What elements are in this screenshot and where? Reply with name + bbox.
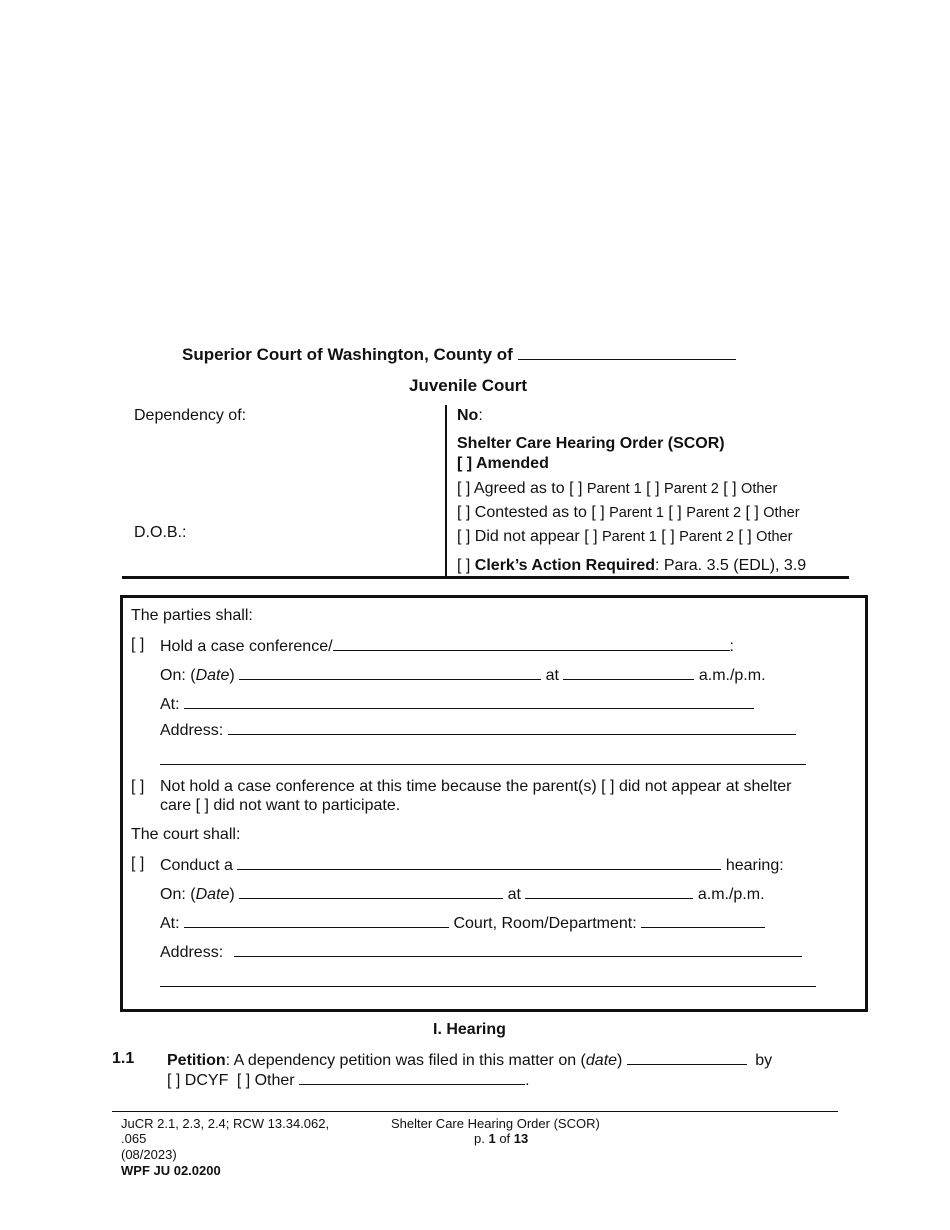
- para-number: 1.1: [112, 1050, 135, 1067]
- contested-checkbox[interactable]: [ ]: [457, 504, 471, 521]
- footer-page: p. 1 of 13: [474, 1131, 529, 1146]
- conf-location-field[interactable]: [184, 694, 754, 709]
- caption-rule: [122, 576, 849, 579]
- agreed-parent2-checkbox[interactable]: [ ]: [646, 480, 660, 497]
- conf-address-field-2[interactable]: [160, 750, 806, 765]
- case-number[interactable]: No:: [457, 407, 483, 424]
- agreed-row: [ ] Agreed as to [ ] Parent 1 [ ] Parent 2 [ ] Other: [457, 480, 778, 497]
- agreed-checkbox[interactable]: [ ]: [457, 480, 471, 497]
- section-heading: I. Hearing: [433, 1021, 506, 1038]
- form-title: Shelter Care Hearing Order (SCOR): [457, 435, 725, 452]
- petition-date-field[interactable]: [627, 1050, 747, 1065]
- parties-shall-label: The parties shall:: [131, 607, 253, 624]
- caption-divider: [445, 405, 447, 578]
- conf-location-row: At:: [160, 694, 754, 714]
- conduct-row: [131, 855, 144, 873]
- conf-time-field[interactable]: [563, 665, 694, 680]
- conf-address-field[interactable]: [228, 720, 796, 735]
- amended-checkbox[interactable]: [ ] Amended: [457, 455, 549, 472]
- hearing-location-row: At: Court, Room/Department:: [160, 913, 765, 933]
- hearing-room-field[interactable]: [641, 913, 765, 928]
- not-appear-checkbox[interactable]: [ ]: [601, 778, 615, 795]
- footer-form-id: WPF JU 02.0200: [121, 1163, 221, 1178]
- clerk-action-checkbox[interactable]: [ ]: [457, 557, 471, 574]
- did-not-appear-row: [ ] Did not appear [ ] Parent 1 [ ] Parent 2 [ ] Other: [457, 528, 793, 545]
- not-hold-text-2: care [ ] did not want to participate.: [160, 797, 401, 814]
- conduct-checkbox[interactable]: [ ]: [131, 855, 145, 872]
- conf-address-line2: [160, 750, 806, 770]
- other-petitioner-checkbox[interactable]: [ ]: [236, 1072, 251, 1089]
- agreed-parent1-checkbox[interactable]: [ ]: [569, 480, 583, 497]
- did-not-appear-checkbox[interactable]: [ ]: [457, 528, 471, 545]
- footer-rules-2: .065: [121, 1131, 147, 1146]
- dna-parent2-checkbox[interactable]: [ ]: [661, 528, 675, 545]
- footer-revision: (08/2023): [121, 1147, 177, 1162]
- other-petitioner-field[interactable]: [299, 1070, 525, 1085]
- footer-title: Shelter Care Hearing Order (SCOR): [391, 1116, 600, 1131]
- hearing-time-field[interactable]: [525, 884, 693, 899]
- hearing-address-field[interactable]: [234, 942, 802, 957]
- hearing-address-row: Address:: [160, 942, 802, 962]
- county-field[interactable]: [518, 345, 736, 360]
- dependency-label: Dependency of:: [134, 407, 247, 424]
- court-title: Superior Court of Washington, County of: [182, 345, 736, 365]
- not-hold-checkbox[interactable]: [ ]: [131, 778, 145, 795]
- contested-other-checkbox[interactable]: [ ]: [745, 504, 759, 521]
- hearing-type-field[interactable]: [237, 855, 721, 870]
- footer-rule: [112, 1111, 838, 1112]
- dna-other-checkbox[interactable]: [ ]: [738, 528, 752, 545]
- dcyf-checkbox[interactable]: [ ]: [167, 1072, 181, 1089]
- court-division: Juvenile Court: [409, 376, 528, 395]
- dna-parent1-checkbox[interactable]: [ ]: [584, 528, 598, 545]
- dob-label: D.O.B.:: [134, 524, 187, 541]
- hold-conference-checkbox[interactable]: [ ]: [131, 636, 145, 653]
- court-shall-label: The court shall:: [131, 826, 241, 843]
- not-participate-checkbox[interactable]: [ ]: [195, 797, 209, 814]
- conf-address-row: Address:: [160, 720, 796, 740]
- conf-date-field[interactable]: [239, 665, 541, 680]
- footer-rules-1: JuCR 2.1, 2.3, 2.4; RCW 13.34.062,: [121, 1116, 330, 1131]
- petition-row: Petition: A dependency petition was filed in this matter on (date) by: [167, 1052, 773, 1069]
- hearing-address-line2: [160, 972, 816, 992]
- conf-date-row: On: (Date) at a.m./p.m.: [160, 667, 766, 684]
- hearing-location-field[interactable]: [184, 913, 449, 928]
- hearing-address-field-2[interactable]: [160, 972, 816, 987]
- clerk-action-row: [ ] Clerk’s Action Required: Para. 3.5 (EDL), 3.9: [457, 557, 807, 574]
- contested-parent2-checkbox[interactable]: [ ]: [668, 504, 682, 521]
- contested-parent1-checkbox[interactable]: [ ]: [591, 504, 605, 521]
- conduct-text: Conduct a hearing:: [160, 857, 784, 874]
- agreed-other-checkbox[interactable]: [ ]: [723, 480, 737, 497]
- not-hold-row: [131, 778, 144, 796]
- hold-conference-text: Hold a case conference/ :: [160, 638, 734, 655]
- hearing-date-field[interactable]: [239, 884, 503, 899]
- conference-type-field[interactable]: [333, 636, 730, 651]
- petitioner-row: [ ] DCYF [ ] Other .: [167, 1072, 530, 1089]
- not-hold-text: Not hold a case conference at this time because the parent(s) [ ] did not appear at shelter: [160, 778, 792, 795]
- hearing-date-row: On: (Date) at a.m./p.m.: [160, 886, 765, 903]
- contested-row: [ ] Contested as to [ ] Parent 1 [ ] Parent 2 [ ] Other: [457, 504, 800, 521]
- hold-conference-row: [131, 636, 144, 654]
